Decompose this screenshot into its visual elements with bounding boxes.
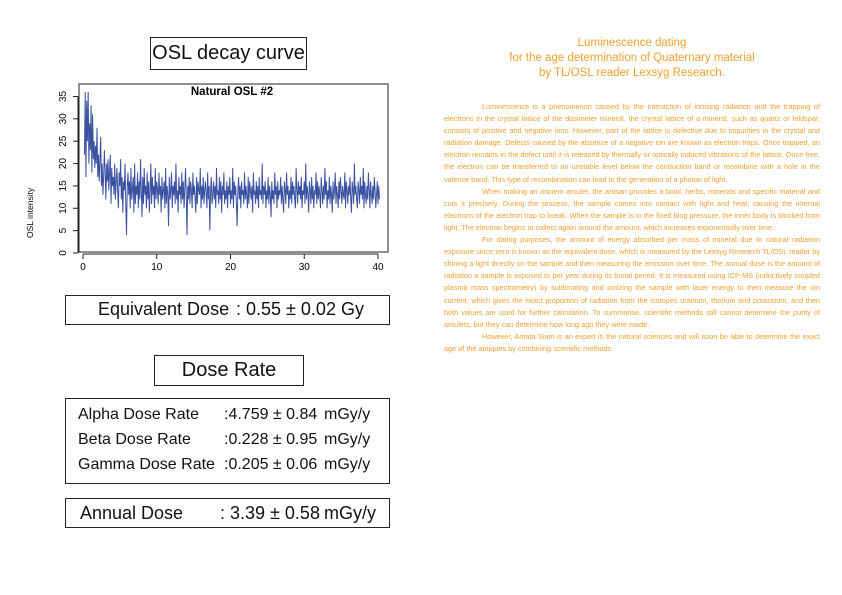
osl-decay-chart [20, 78, 400, 270]
article-title-line: for the age determination of Quaternary material [509, 52, 755, 64]
annual-dose-unit: mGy/y [324, 503, 376, 523]
annual-dose-value: : 3.39 ± 0.58 [220, 503, 320, 523]
dose-rate-value: :0.228 ± 0.95 [224, 431, 318, 448]
dose-rate-label: Alpha Dose Rate [78, 406, 199, 423]
article-title-line: Luminescence dating [577, 37, 687, 49]
annual-dose-label: Annual Dose [80, 503, 184, 523]
y-tick-label: 15 [58, 180, 69, 192]
article-title [444, 36, 820, 81]
article-paragraph: For dating purposes, the amount of energy absorbed per mass of mineral due to natural radiation exposure since zero is known as the equivalent dose, which is measured by the Lexsyg Research TL/OSL reader by shining a light directly on the sample and then measuring the emission over time. The annual dose is the amount of radiation a sample is exposed to per year during its burial period. It is measured using ICP-MS (inductively coupled plasma mass spectrometry) by sublimating and ionizing the sample with laser energy to then measure the ion current, which gives the exact proportion of radiation from the isotopes uranium, thorium and potassium, and then both values are used for further calculation. To summarise, scientific methods still cannot determine the purity of amulets, but they can determine how long ago they were made. [444, 235, 820, 329]
x-tick-label: 30 [298, 262, 310, 270]
equivalent-dose-label: Equivalent Dose [98, 299, 230, 319]
dose-rates-box [65, 398, 390, 484]
equivalent-dose-value: : 0.55 ± 0.02 Gy [236, 299, 364, 319]
x-tick-label: 40 [372, 262, 384, 270]
y-tick-label: 10 [58, 202, 69, 214]
y-tick-label: 30 [58, 113, 69, 125]
dose-rate-label: Gamma Dose Rate [78, 456, 215, 473]
chart-title: Natural OSL #2 [190, 86, 274, 98]
dose-rate-value: :0.205 ± 0.06 [224, 456, 318, 473]
x-axis [80, 254, 384, 270]
dose-rate-title: Dose Rate [181, 359, 277, 381]
y-tick-label: 25 [58, 135, 69, 147]
dose-rate-title-box [154, 355, 304, 386]
y-axis [58, 90, 78, 255]
article-title-line: by TL/OSL reader Lexsyg Research. [538, 67, 725, 79]
x-tick-label: 0 [80, 262, 86, 270]
article-paragraph: However, Amata Siam is an expert in the natural sciences and will soon be able to determine the exact age of the antiques by combining scientific methods. [444, 331, 820, 353]
article-paragraph: Luminescence is a phenomenon caused by the interaction of ionising radiation and the trapping of electrons in the crystal lattice of the dosimeter mineral. the crystal lattice of a mineral, such as quartz or feldspar, consists of positive and negative ions. However, part of the lattice is defective due to impurities in the crystal and radiation damage. Defects caused by the absence of a negative ion are known as electron traps. Once trapped, an electron remains in the defect until it is released by thermally or optically induced vibrations of the lattice. Once free, the electron can be transferred to an unstable level below the conduction band or recombine with a hole in the valence band. This type of recombination can lead to the generation of a photon of light. [444, 102, 820, 184]
dose-rate-label: Beta Dose Rate [78, 431, 191, 448]
y-tick-label: 5 [58, 227, 69, 234]
dose-rate-value: :4.759 ± 0.84 [224, 406, 318, 423]
article-paragraph: When making an ancient amulet, the artisan provides a bowl, herbs, minerals and specific material and cuts it precisely. During the process, the sample comes into contact with light and heat, causing the internal electrons of the electron trap to break. When the sample is in the fixed blog pressure, the inner body is blocked from light. The electron begins to collect again around the amount, which increases exponentially over time. [444, 186, 820, 232]
osl-title-box [150, 37, 307, 70]
x-tick-label: 10 [151, 262, 163, 270]
y-tick-label: 0 [58, 250, 69, 256]
dose-rate-unit: mGy/y [324, 431, 371, 448]
y-tick-label: 35 [58, 90, 69, 103]
series-line [84, 92, 379, 235]
article [444, 36, 820, 355]
equivalent-dose-box [65, 295, 390, 325]
osl-title: OSL decay curve [152, 42, 305, 64]
y-tick-label: 20 [58, 157, 69, 170]
annual-dose-box [65, 498, 390, 528]
x-tick-label: 20 [224, 262, 237, 270]
y-axis-label: OSL intensity [25, 187, 35, 238]
dose-rate-unit: mGy/y [324, 406, 371, 423]
dose-rate-unit: mGy/y [324, 456, 371, 473]
